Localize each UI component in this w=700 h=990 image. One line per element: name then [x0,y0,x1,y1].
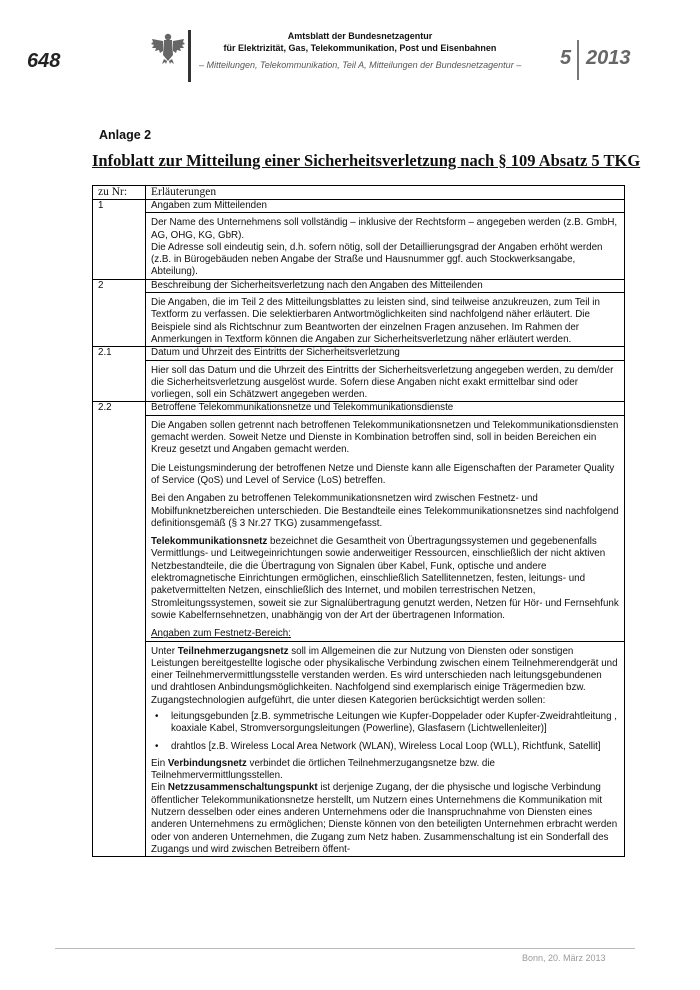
issue-year: 2013 [586,47,631,69]
section-heading: Datum und Uhrzeit des Eintritts der Sicherheitsverletzung [146,347,624,360]
text-lead: Ein [151,782,168,794]
gazette-section: – Mitteilungen, Telekommunikation, Teil A, Mitteilungen der Bundesnetzagentur – [199,60,522,70]
definition-paragraph [151,758,619,783]
definition-text: bezeichnet die Gesamtheit von Übertragungssystemen und gegebenenfalls Vermittlungs- und Leitwegeinrichtungen sowie anderweitiger Ressourcen, einschließlich der nicht aktiven Netzbestandteile, die die Übertragung von Signalen über Kabel, Funk, optische und andere elektromagnetische Einrichtungen ermöglichen, einschließlich Satellitennetzen, festen, leitungs- und paketvermittelten Netzen, einschließlich des Internet, und mobilen terrestrischen Netzen, Stromleitungssystemen, soweit sie zur Signalübertragung genutzt werden, Netzen für Hör- und Fernsehfunk sowie Kabelfernsehnetzen, unabhängig von der Art der übertragenen Information. [151,536,619,621]
row-number: 2.2 [93,402,146,857]
definition-paragraph [151,536,619,622]
gazette-title: Amtsblatt der Bundesnetzagentur [287,31,433,41]
row-number: 2.1 [93,347,146,402]
definition-text: verbindet die örtlichen Teilnehmerzugangsnetze bzw. die Teilnehmervermittlungsstellen. [151,757,495,782]
annex-label: Anlage 2 [99,128,152,142]
paragraph: Die Angaben, die im Teil 2 des Mitteilungsblattes zu leisten sind, sind teilweise anzukreuzen, zum Teil in Textform zu verfassen. Die selektierbaren Antwortmöglichkeiten sind nachfolgend näher erläutert. Die Beispiele sind als Richtschnur zum Beantworten der einzelnen Fragen anzusehen. Im Rahmen der Anmerkungen in Textform können die Angaben zur Sicherheitsverletzung näher erläutert werden. [151,297,600,345]
issue-number: 5 [560,47,572,69]
header-divider [188,30,191,82]
section-heading: Betroffene Telekommunikationsnetze und Telekommunikationsdienste [146,402,624,415]
paragraph: Die Leistungsminderung der betroffenen Netze und Dienste kann alle Eigenschaften der Parameter Quality of Service (QoS) und Level of Service (LoS) betreffen. [151,462,615,486]
gazette-subtitle: für Elektrizität, Gas, Telekommunikation, Post und Eisenbahnen [223,43,497,53]
definition-text: soll im Allgemeinen die zur Nutzung von Diensten oder sonstigen Leistungen bereitgestellte logische oder physikalische Verbindung zwischen einem Teilnehmerendgerät und einer Teilnehmervermittlungsstelle verstanden werden. Es wird unterschieden nach leitungsgebundenen und drahtlosen Anbindungsmöglichkeiten. Nachfolgend sind exemplarisch einige Trägermedien bzw. Zugangstechnologien aufgeführt, die unter diesen Kategorien berücksichtigt werden sollen: [151,645,618,706]
row-content [146,347,625,402]
definition-paragraph [151,782,619,856]
page-number: 648 [27,50,61,72]
row-number: 1 [93,200,146,280]
paragraph: Hier soll das Datum und die Uhrzeit des Eintritts der Sicherheitsverletzung angegeben werden, zu dem/der die Sicherheitsverletzung ausgelöst wurde. Sofern diese Angaben nicht exakt ermittelbar sind oder vorliegen, soll ein Schätzwert angegeben werden. [151,364,614,401]
term: Verbindungsnetz [167,757,247,769]
text-lead: Ein [151,757,168,769]
row-content [146,279,625,346]
paragraph: Bei den Angaben zu betroffenen Telekommunikationsnetzen wird zwischen Festnetz- und Mobilfunknetzbereichen unterschieden. Die Bestandteile eines Telekommunikationsnetzes sind nachfolgend definitionsgemäß (§ 3 Nr.27 TKG) zusammengefasst. [151,493,619,529]
table-header-row [93,186,625,200]
row-content [146,200,625,280]
paragraph: Die Adresse soll eindeutig sein, d.h. sofern nötig, soll der Detaillierungsgrad der Angaben erhöht werden (z.B. in Bürogebäuden neben Angabe der Straße und Hausnummer ggf. auch Stockwerksangabe, Abteilung). [151,241,603,278]
subsection-heading [146,628,624,641]
table-row [93,347,625,402]
document-title: Infoblatt zur Mitteilung einer Sicherheitsverletzung nach § 109 Absatz 5 TKG [92,151,641,170]
section-heading: Angaben zum Mitteilenden [146,200,624,213]
subsection-label: Angaben zum Festnetz-Bereich: [151,628,291,640]
footer-date: Bonn, 20. März 2013 [522,953,606,963]
issue-divider [577,40,579,80]
explanation-table [92,185,625,857]
row-number: 2 [93,279,146,346]
paragraph: Die Angaben sollen getrennt nach betroffenen Telekommunikationsnetzen und Telekommunikationsdiensten gemacht werden. Soweit Netze und Dienste in Kombination betroffen sind, soll in beiden Bereichen ein Kreuz gesetzt und Angaben gemacht werden. [151,419,619,456]
bullet-list [151,711,619,753]
paragraph: Der Name des Unternehmens soll vollständig – inklusive der Rechtsform – angegeben werden (z.B. GmbH, AG, OHG, KG, GbR). [151,217,618,241]
definition-paragraph [151,646,619,707]
term: Netzzusammenschaltungspunkt [167,782,318,794]
text-lead: Unter [151,645,178,657]
definition-text: ist derjenige Zugang, der die physische und logische Verbindung öffentlicher Telekommunikationsnetze herstellt, um Nutzern eines Unternehmens die Kommunikation mit Nutzern desselben oder eines anderen Unternehmens oder die Inanspruchnahme von Diensten eines anderen Unternehmens zu ermöglichen; Dienste können von den beteiligten Unternehmen erbracht werden oder von anderen Unternehmen, die Zugang zum Netz haben. Zusammenschaltung ist ein Sonderfall des Zugangs und wird zwischen Betreibern öffent- [151,782,618,855]
col-header-nr: zu Nr: [93,186,146,200]
list-item: • leitungsgebunden [z.B. symmetrische Leitungen wie Kupfer-Doppelader oder Kupfer-Zweidrahtleitung , koaxiale Kabel, Stromversorgungsleitungen (Powerline), Glasfasern (Lichtwellenleiter)] [171,711,619,736]
term: Telekommunikationsnetz [151,536,268,548]
term: Teilnehmerzugangsnetz [177,645,289,657]
federal-eagle-logo [150,31,186,65]
table-row [93,200,625,280]
table-row [93,279,625,346]
row-content [146,402,625,857]
section-heading: Beschreibung der Sicherheitsverletzung nach den Angaben des Mitteilenden [146,280,624,293]
col-header-explanations: Erläuterungen [146,186,625,200]
list-item: • drahtlos [z.B. Wireless Local Area Network (WLAN), Wireless Local Loop (WLL), Richtfunk, Satellit] [171,741,619,753]
table-row [93,402,625,857]
footer-rule [55,948,635,949]
